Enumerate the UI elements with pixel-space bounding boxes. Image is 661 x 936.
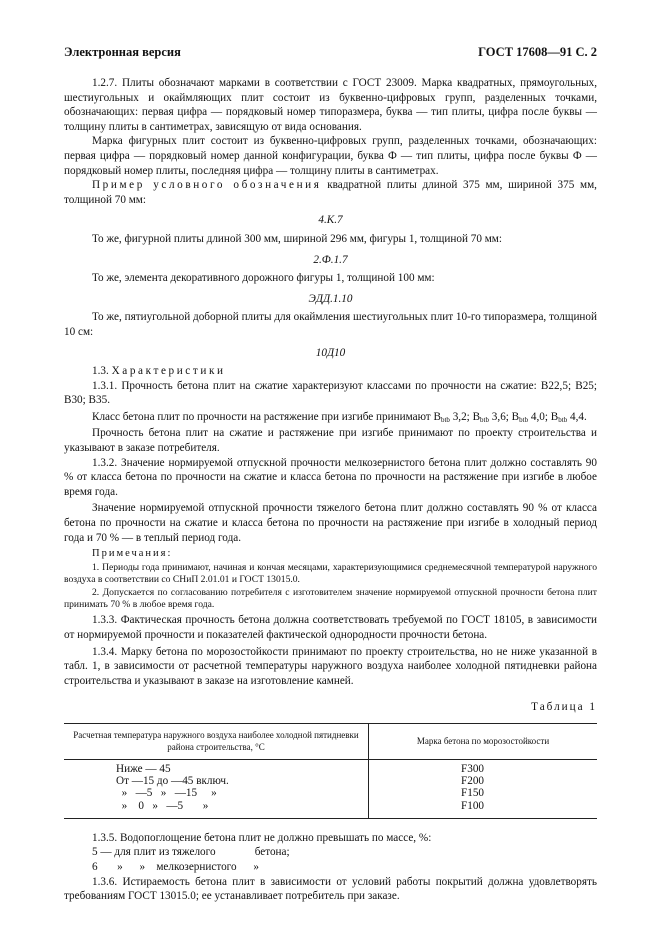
water-absorption-line-1: 5 — для плит из тяжелого бетона; (92, 846, 290, 859)
water-absorption-line-2: 6 » » мелкозернистого » (92, 861, 259, 873)
paragraph-figured-plates: Марка фигурных плит состоит из буквенно-цифровых групп, разделенных точками, обозначающих: первая цифра — порядковый номер данной конфигурации, буква Ф — тип плиты, цифра после буквы Ф — порядковый номер плиты, последняя цифра — толщину плиты в сантиметрах. (64, 135, 597, 177)
table-header-temperature: Расчетная температура наружного воздуха наиболее холодной пятидневки района строительства, °С (64, 724, 369, 760)
section-1-3-heading: 1.3. Характеристики (92, 365, 226, 378)
paragraph-1-3-2: 1.3.2. Значение нормируемой отпускной прочности мелкозернистого бетона плит должно составлять 90 % от класса бетона по прочности на сжатие и класса бетона по прочности на растяжение при изгибе в любое время года. (64, 456, 597, 498)
table-header-frost-mark: Марка бетона по морозостойкости (369, 724, 598, 760)
paragraph-same-pentagonal: То же, пятиугольной доборной плиты для окаймления шестиугольных плит 10-го типоразмера, толщиной 10 см: (64, 311, 597, 338)
header-standard-number: ГОСТ 17608—91 С. 2 (478, 45, 597, 59)
paragraph-1-3-4: 1.3.4. Марку бетона по морозостойкости принимают по проекту строительства, но не ниже указанной в табл. 1, в зависимости от расчетной температуры наружного воздуха наиболее холодной пятидневки района строительства и указывают в заказе на изготовление камней. (64, 645, 597, 687)
mark-example-3: ЭДД.1.10 (308, 292, 353, 305)
paragraph-heavy-concrete: Значение нормируемой отпускной прочности тяжелого бетона плит должно составлять 90 % от класса бетона по прочности на сжатие и класса бетона по прочности на растяжение при изгибе в холодный период года и 70 % — в теплый период года. (64, 502, 597, 544)
paragraph-same-figured: То же, фигурной плиты длиной 300 мм, шириной 296 мм, фигуры 1, толщиной 70 мм: (92, 232, 502, 245)
mark-example-1: 4.К.7 (318, 214, 343, 227)
table-caption: Таблица 1 (531, 701, 597, 714)
document-body (64, 76, 597, 904)
paragraph-1-3-5: 1.3.5. Водопоглощение бетона плит не должно превышать по массе, %: (92, 831, 432, 844)
table-cell-marks: F300 F200 F150 F100 (369, 760, 598, 819)
example-label: Пример условного обозначения (92, 179, 322, 192)
table-cell-temperatures: Ниже — 45 От —15 до —45 включ. » —5 » —15 » » 0 » —5 » (64, 760, 369, 819)
table-row (64, 760, 597, 819)
paragraph-1-3-3: 1.3.3. Фактическая прочность бетона должна соответствовать требуемой по ГОСТ 18105, в зависимости от нормируемой прочности и показателей фактической однородности прочности бетона. (64, 614, 597, 642)
section-1-3-title: Характеристики (111, 365, 226, 378)
paragraph-1-3-1: 1.3.1. Прочность бетона плит на сжатие характеризуют классами по прочности на сжатие: В22,5; В25; В30; В35. (64, 379, 597, 407)
header-edition-label: Электронная версия (64, 45, 181, 59)
frost-resistance-table (64, 723, 597, 819)
paragraph-example (64, 178, 597, 207)
paragraph-same-decorative: То же, элемента декоративного дорожного фигуры 1, толщиной 100 мм: (92, 272, 435, 285)
note-2: 2. Допускается по согласованию потребителя с изготовителем значение нормируемой отпускной прочности бетона плит принимать 70 % в любое время года. (64, 586, 597, 611)
mark-example-4: 10Д10 (315, 346, 346, 359)
paragraph-1-2-7: 1.2.7. Плиты обозначают марками в соответствии с ГОСТ 23009. Марка квадратных, прямоугольных, шестиугольных и окаймляющих плит состоит из буквенно-цифровых групп, разделенных точками, обозначающих: первая цифра — порядковый номер типоразмера, буква — тип плиты, цифра после буквы — толщину плиты в сантиметрах, зависящую от вида основания. (64, 77, 597, 133)
note-1: 1. Периоды года принимают, начиная и кончая месяцами, характеризующимися среднемесячной температурой наружного воздуха в соответствии со СНиП 2.01.01 и ГОСТ 13015.0. (64, 561, 597, 586)
mark-example-2: 2.Ф.1.7 (313, 253, 348, 266)
notes-title: Примечания: (92, 548, 173, 560)
paragraph-strength-project: Прочность бетона плит на сжатие и растяжение при изгибе принимают по проекту строительства и указывают в заказе потребителя. (64, 427, 597, 455)
paragraph-tensile-class: Класс бетона плит по прочности на растяжение при изгибе принимают $В_{btb}$ 3,2; $В_{btb}$ 3,6; $В_{btb}$ 4,0; $В_{btb}$ 4,4. (92, 410, 587, 424)
example-text: квадратной плиты длиной 375 мм, шириной 375 мм, толщиной 70 мм: (64, 179, 597, 206)
paragraph-1-3-6: 1.3.6. Истираемость бетона плит в зависимости от условий работы покрытий должна удовлетворять требованиям ГОСТ 13015.0; ее устанавливает потребитель при заказе. (64, 875, 597, 903)
